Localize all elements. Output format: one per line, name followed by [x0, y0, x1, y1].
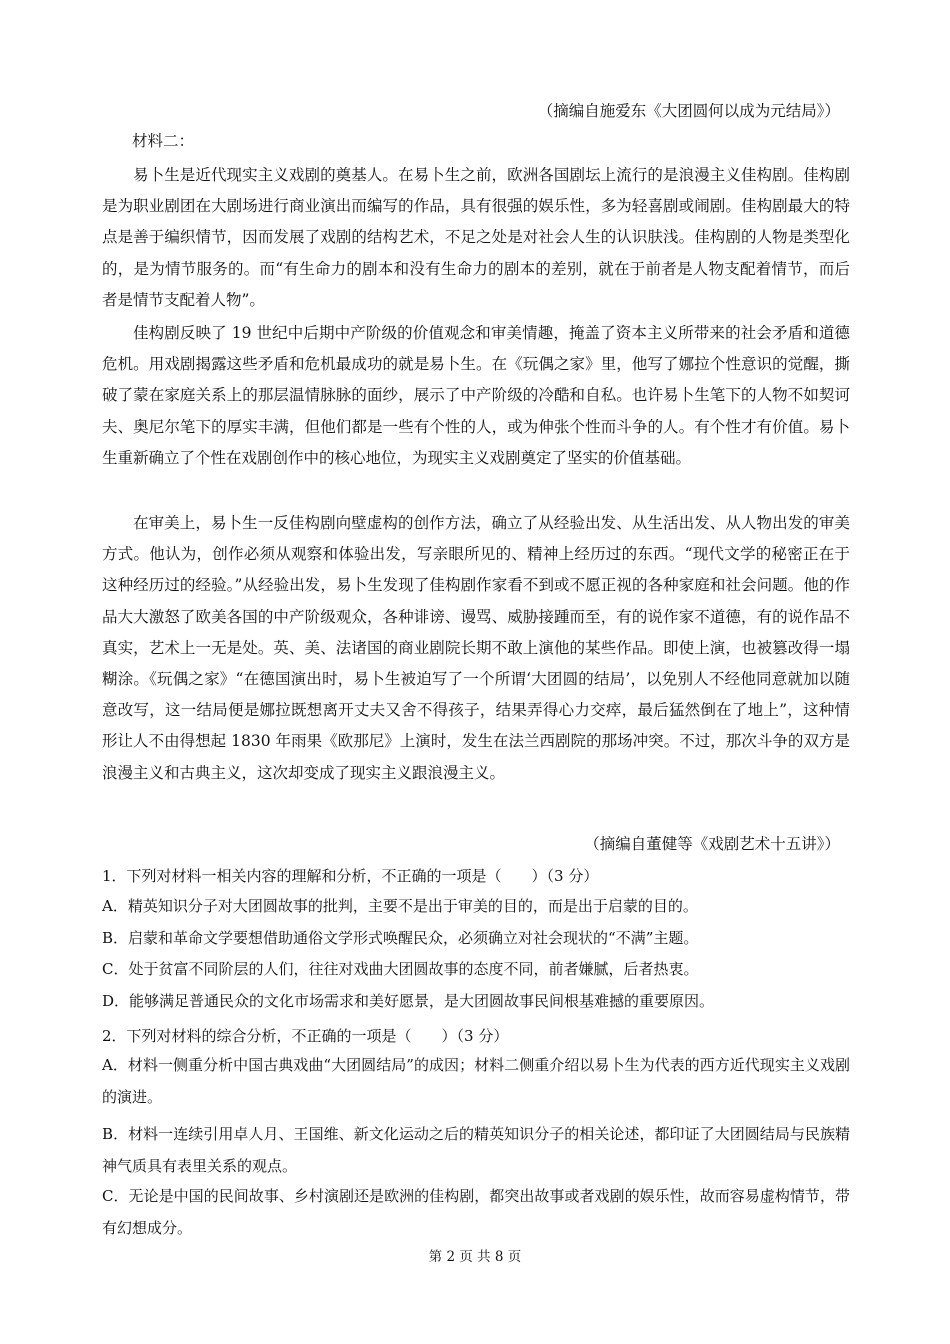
- paragraph-2: 佳构剧反映了 19 世纪中后期中产阶级的价值观念和审美情趣，掩盖了资本主义所带来的社会矛盾和道德危机。用戏剧揭露这些矛盾和危机最成功的就是易卜生。在《玩偶之家》里，他写了娜拉个性意识的觉醒，撕破了蒙在家庭关系上的那层温情脉脉的面纱，展示了中产阶级的冷酷和自私。也许易卜生笔下的人物不如契诃夫、奥尼尔笔下的厚实丰满，但他们都是一些有个性的人，或为伸张个性而斗争的人。有个性才有价值。易卜生重新确立了个性在戏剧创作中的核心地位，为现实主义戏剧奠定了坚实的价值基础。: [102, 324, 850, 467]
- paragraph-1: 易卜生是近代现实主义戏剧的奠基人。在易卜生之前，欧洲各国剧坛上流行的是浪漫主义佳构剧。佳构剧是为职业剧团在大剧场进行商业演出而编写的作品，具有很强的娱乐性，多为轻喜剧或闹剧。佳构剧最大的特点是善于编织情节，因而发展了戏剧的结构艺术，不足之处是对社会人生的认识肤浅。佳构剧的人物是类型化的，是为情节服务的。而“有生命力的剧本和没有生命力的剧本的差别，就在于前者是人物支配着情节，而后者是情节支配着人物”。: [102, 166, 850, 309]
- question-2-option-a: A．材料一侧重分析中国古典戏曲“大团圆结局”的成因；材料二侧重介绍以易卜生为代表的西方近代现实主义戏剧的演进。: [102, 1056, 850, 1106]
- source-citation-1: （摘编自施爱东《大团圆何以成为元结局》）: [537, 102, 840, 120]
- question-2-stem: 2．下列对材料的综合分析，不正确的一项是（ ）（3 分）: [102, 1027, 509, 1045]
- material-two-label: 材料二：: [132, 132, 195, 150]
- question-2-option-b: B．材料一连续引用卓人月、王国维、新文化运动之后的精英知识分子的相关论述，都印证了大团圆结局与民族精神气质具有表里关系的观点。: [102, 1125, 850, 1175]
- page-footer: 第 2 页 共 8 页: [428, 1249, 522, 1265]
- question-2-option-c: C．无论是中国的民间故事、乡村演剧还是欧洲的佳构剧，都突出故事或者戏剧的娱乐性，故而容易虚构情节，带有幻想成分。: [102, 1187, 850, 1237]
- question-1-option-a: A．精英知识分子对大团圆故事的批判，主要不是出于审美的目的，而是出于启蒙的目的。: [102, 897, 698, 915]
- question-1-stem: 1．下列对材料一相关内容的理解和分析，不正确的一项是（ ）（3 分）: [102, 867, 599, 885]
- question-1-option-b: B．启蒙和革命文学要想借助通俗文学形式唤醒民众，必须确立对社会现状的“不满”主题。: [102, 929, 699, 947]
- source-citation-2: （摘编自董健等《戏剧艺术十五讲》）: [584, 835, 840, 853]
- question-1-option-c: C．处于贫富不同阶层的人们，往往对戏曲大团圆故事的态度不同，前者嫌腻，后者热衷。: [102, 960, 699, 978]
- question-1-option-d: D．能够满足普通民众的文化市场需求和美好愿景，是大团圆故事民间根基难撼的重要原因。: [102, 992, 715, 1010]
- paragraph-3: 在审美上，易卜生一反佳构剧向壁虚构的创作方法，确立了从经验出发、从生活出发、从人物出发的审美方式。他认为，创作必须从观察和体验出发，写亲眼所见的、精神上经历过的东西。“现代文学的秘密正在于这种经历过的经验。”从经验出发，易卜生发现了佳构剧作家看不到或不愿正视的各种家庭和社会问题。他的作品大大激怒了欧美各国的中产阶级观众，各种诽谤、谩骂、威胁接踵而至，有的说作家不道德，有的说作品不真实，艺术上一无是处。英、美、法诸国的商业剧院长期不敢上演他的某些作品。即使上演，也被篡改得一塌糊涂。《玩偶之家》“在德国演出时，易卜生被迫写了一个所谓‘大团圆的结局’，以免别人不经他同意就加以随意改写，这一结局便是娜拉既想离开丈夫又舍不得孩子，结果弄得心力交瘁，最后猛然倒在了地上”，这种情形让人不由得想起 1830 年雨果《欧那尼》上演时，发生在法兰西剧院的那场冲突。不过，那次斗争的双方是浪漫主义和古典主义，这次却变成了现实主义跟浪漫主义。: [102, 514, 850, 782]
